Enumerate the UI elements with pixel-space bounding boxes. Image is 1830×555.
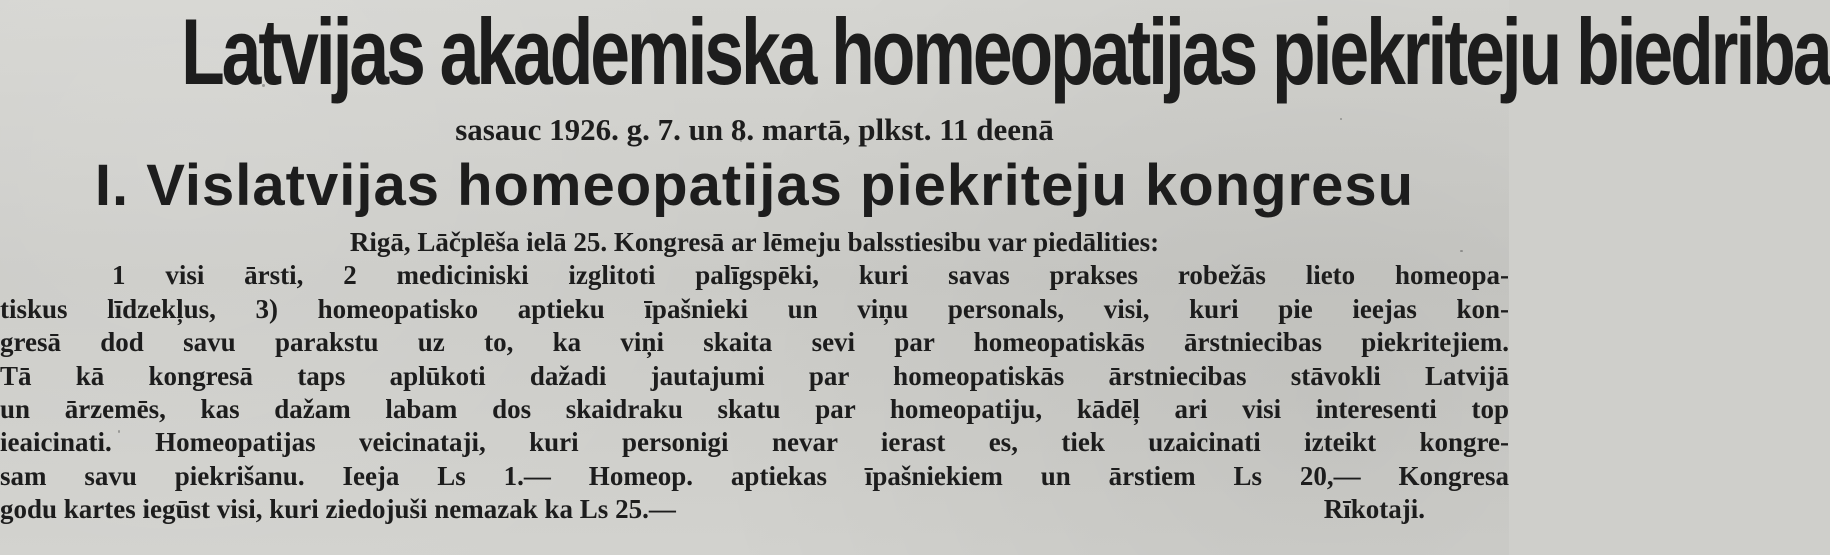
body-last-line [0,493,1509,526]
print-speck [262,84,265,87]
body-line-3: gresā dod savu parakstu uz to, ka viņi skaita sevi par homeopatiskās ārstniecibas piekritejiem. [0,327,1509,358]
body-line-1: 1 visi ārsti, 2 mediciniski izglitoti palīgspēki, kuri savas prakses robežās lieto homeopa- [112,260,1509,291]
body-line-6: ieaicinati. Homeopatijas veicinataji, kuri personigi nevar ierast es, tiek uzaicinati izteikt kongre- [0,427,1509,458]
convocation-date-line: sasauc 1926. g. 7. un 8. martā, plkst. 11 deenā [455,112,1054,147]
print-speck [1460,250,1463,252]
print-speck [740,140,742,142]
congress-title: I. Vislatvijas homeopatijas piekriteju kongresu [94,153,1415,218]
honorary-cards-text: godu kartes iegūst visi, kuri ziedojuši nemazak ka Ls 25.— [0,494,676,525]
body-line-4: Tā kā kongresā taps aplūkoti dažadi jautajumi par homeopatiskās ārstniecibas stāvokli Latvijā [0,360,1509,391]
announcement-body [0,226,1509,527]
location-line: Rigā, Lāčplēša ielā 25. Kongresā ar lēmeju balsstiesibu var piedālities: [349,227,1160,257]
organizers-signature: Rīkotaji. [1323,494,1425,525]
print-speck [118,430,120,433]
society-name-heading: Latvijas akademiska homeopatijas piekriteju biedriba [181,0,1830,104]
body-line-5: un ārzemēs, kas dažam labam dos skaidraku skatu par homeopatiju, kādēļ ari visi interesenti top [0,393,1509,424]
print-speck [1340,118,1342,120]
body-line-7: sam savu piekrišanu. Ieeja Ls 1.— Homeop. aptiekas īpašniekiem un ārstiem Ls 20,— Kongresa [0,460,1509,491]
body-line-2: tiskus līdzekļus, 3) homeopatisko aptieku īpašnieki un viņu personals, visi, kuri pie ieejas kon- [0,293,1509,324]
